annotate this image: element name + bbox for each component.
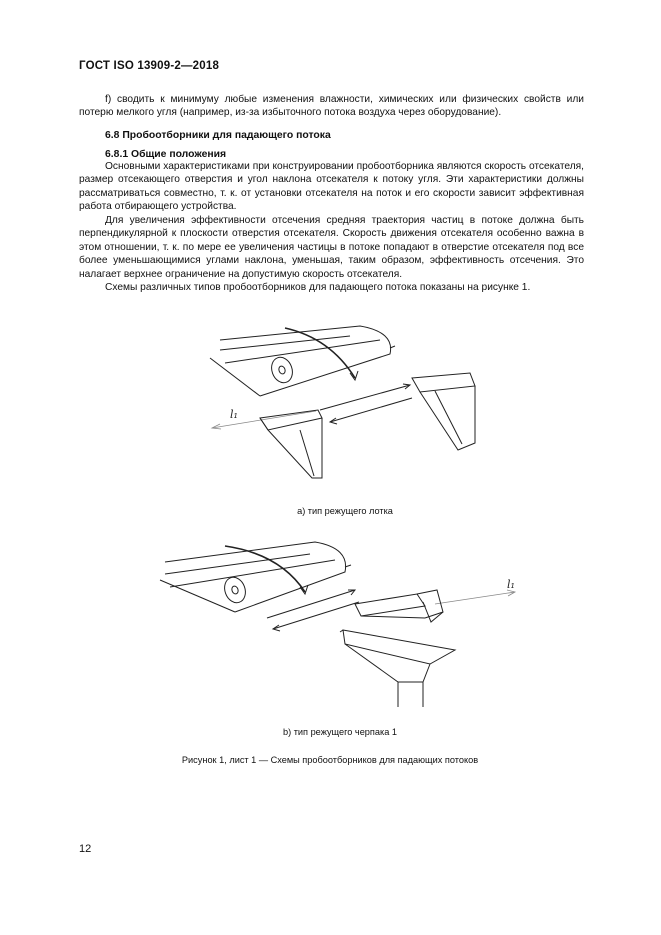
figure-b-cutter-bucket-diagram <box>155 532 525 712</box>
receiving-hopper-b <box>340 630 455 707</box>
figure-b-caption: b) тип режущего черпака 1 <box>282 727 397 737</box>
paragraph-3: Схемы различных типов пробоотборников для падающего потока показаны на рисунке 1. <box>105 282 531 293</box>
paragraph-1: Основными характеристиками при конструировании пробоотборника являются скорость отсекателя, размер отсекающего отверстия и угол наклона отсекателя к потоку угля. Эти характеристики должны рассматриваться совместно, т. к. от установки отсекателя на поток и его скорости зависит эффективная работа отбирающего устройства. <box>79 161 584 213</box>
bucket-cutter-b <box>355 590 443 622</box>
label-l1-a: l₁ <box>230 408 238 421</box>
paragraph-f: f) сводить к минимуму любые изменения влажности, химических или физических свойств или потерю мелкого угля (например, из-за избыточного потока воздуха через оборудование). <box>79 94 584 119</box>
figure-1-caption: Рисунок 1, лист 1 — Схемы пробоотборников для падающих потоков <box>181 755 479 765</box>
conveyor-belt-b <box>160 542 351 612</box>
motion-arrows-a <box>320 384 412 424</box>
motion-arrows-b <box>267 590 359 631</box>
cutter-back-a <box>412 373 475 450</box>
figure-a-caption: а) тип режущего лотка <box>297 506 393 516</box>
document-header: ГОСТ ISO 13909-2—2018 <box>79 60 220 72</box>
page-number: 12 <box>79 843 92 855</box>
conveyor-belt-a <box>210 326 395 396</box>
section-heading-6-8: 6.8 Пробоотборники для падающего потока <box>105 130 331 141</box>
paragraph-2: Для увеличения эффективности отсечения средняя траектория частиц в потоке должна быть перпендикулярной к плоскости отверстия отсекателя. Скорость движения отсекателя особенно важна в этом отношении, т. к. по мере ее увеличения частицы в потоке попадают в отверстие отсекателя под все более уменьшающимися углами наклона, уменьшая, таким образом, эффективность отсечения. Это налагает верхнее ограничение на допустимую скорость отсекателя. <box>79 215 584 280</box>
label-l1-b: l₁ <box>507 578 515 591</box>
section-heading-6-8-1: 6.8.1 Общие положения <box>105 149 227 160</box>
cutter-front-a <box>260 410 322 478</box>
figure-a-cutter-chute-diagram <box>190 318 500 498</box>
